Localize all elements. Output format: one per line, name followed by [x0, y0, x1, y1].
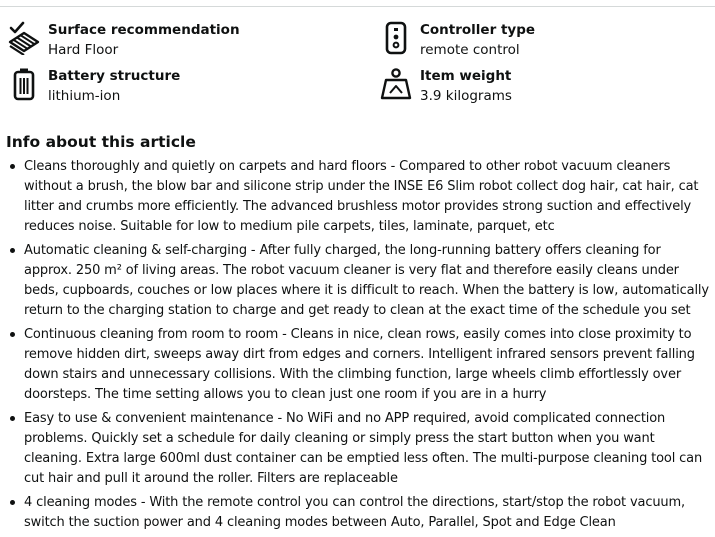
spec-battery-structure: [6, 66, 306, 106]
feature-bullet-list: [0, 157, 712, 537]
spec-value: Hard Floor: [48, 42, 119, 58]
floor-layers-icon: [6, 20, 42, 56]
remote-control-icon: [378, 20, 414, 56]
spec-title: Surface recommendation: [48, 22, 240, 38]
spec-value: lithium-ion: [48, 88, 121, 104]
battery-icon: [6, 66, 42, 102]
list-item: Easy to use & convenient maintenance - No WiFi and no APP required, avoid complicated connection problems. Quickly set a schedule for daily cleaning or simply press the start button when you want cleaning. Extra large 600ml dust container can be emptied less often. The multi-purpose cleaning tool can cut hair and pull it around the roller. Filters are replaceable: [0, 409, 712, 489]
section-title: Info about this article: [6, 133, 196, 151]
weight-icon: [378, 66, 414, 102]
list-item: Continuous cleaning from room to room - Cleans in nice, clean rows, easily comes into close proximity to remove hidden dirt, sweeps away dirt from edges and corners. Intelligent infrared sensors prevent falling down stairs and unnecessary collisions. With the climbing function, large wheels climb effortlessly over doorsteps. The time setting allows you to clean just one room if you are in a hurry: [0, 325, 712, 405]
list-item: 4 cleaning modes - With the remote control you can control the directions, start/stop the robot vacuum, switch the suction power and 4 cleaning modes between Auto, Parallel, Spot and Edge Clean: [0, 493, 712, 533]
spec-item-weight: [378, 66, 678, 106]
spec-title: Item weight: [420, 68, 512, 84]
spec-value: 3.9 kilograms: [420, 88, 512, 104]
spec-controller-type: [378, 20, 678, 60]
list-item: Cleans thoroughly and quietly on carpets and hard floors - Compared to other robot vacuum cleaners without a brush, the blow bar and silicone strip under the INSE E6 Slim robot collect dog hair, cat hair, cat litter and crumbs more efficiently. The advanced brushless motor provides strong suction and effectively reduces noise. Suitable for low to medium pile carpets, tiles, laminate, parquet, etc: [0, 157, 712, 237]
spec-surface-recommendation: [6, 20, 306, 60]
spec-title: Controller type: [420, 22, 536, 38]
top-divider: [0, 6, 715, 7]
spec-title: Battery structure: [48, 68, 181, 84]
spec-value: remote control: [420, 42, 520, 58]
list-item: Automatic cleaning & self-charging - After fully charged, the long-running battery offers cleaning for approx. 250 m² of living areas. The robot vacuum cleaner is very flat and therefore easily cleans under beds, cupboards, couches or low places where it is difficult to reach. When the battery is low, automatically return to the charging station to charge and get ready to clean at the exact time of the schedule you set: [0, 241, 712, 321]
